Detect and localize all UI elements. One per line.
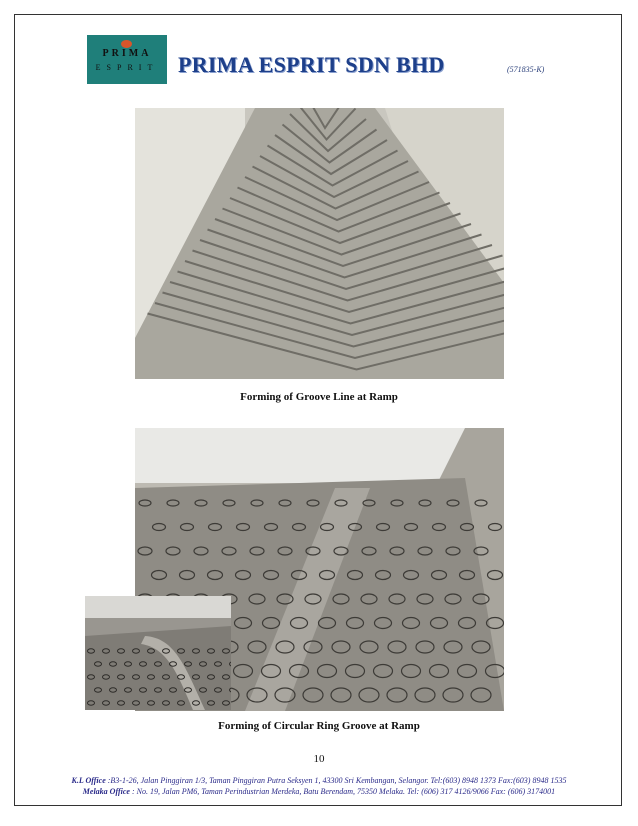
ramp-groove-line-photo bbox=[135, 108, 504, 379]
company-name: PRIMA ESPRIT SDN BHD bbox=[178, 52, 445, 77]
footer-melaka-office bbox=[0, 787, 638, 796]
footer-kl-office bbox=[0, 776, 638, 785]
ramp-ring-groove-inset-photo bbox=[85, 596, 231, 710]
logo-text-top: PRIMA bbox=[102, 48, 152, 59]
footer-melaka-label: Melaka Office bbox=[82, 787, 130, 796]
figure-caption-groove-line: Forming of Groove Line at Ramp bbox=[240, 391, 398, 403]
logo-text-bottom: ESPRIT bbox=[95, 63, 159, 72]
company-logo bbox=[87, 35, 167, 84]
footer-kl-label: K.L Office bbox=[71, 776, 106, 785]
footer-kl-text: :B3-1-26, Jalan Pinggiran 1/3, Taman Pinggiran Putra Seksyen 1, 43300 Sri Kembangan, Selangor. Tel:(603) 8948 1373 Fax:(603) 8948 1535 bbox=[107, 776, 567, 785]
figure-caption-ring-groove: Forming of Circular Ring Groove at Ramp bbox=[218, 720, 420, 732]
registration-number: (571835-K) bbox=[507, 65, 545, 74]
page-number: 10 bbox=[313, 753, 325, 765]
logo-dot-icon bbox=[121, 40, 132, 48]
footer-melaka-text: : No. 19, Jalan PM6, Taman Perindustrian Merdeka, Batu Berendam, 75350 Melaka. Tel: (606) 317 4126/9066 Fax: (606) 3174001 bbox=[131, 787, 556, 796]
